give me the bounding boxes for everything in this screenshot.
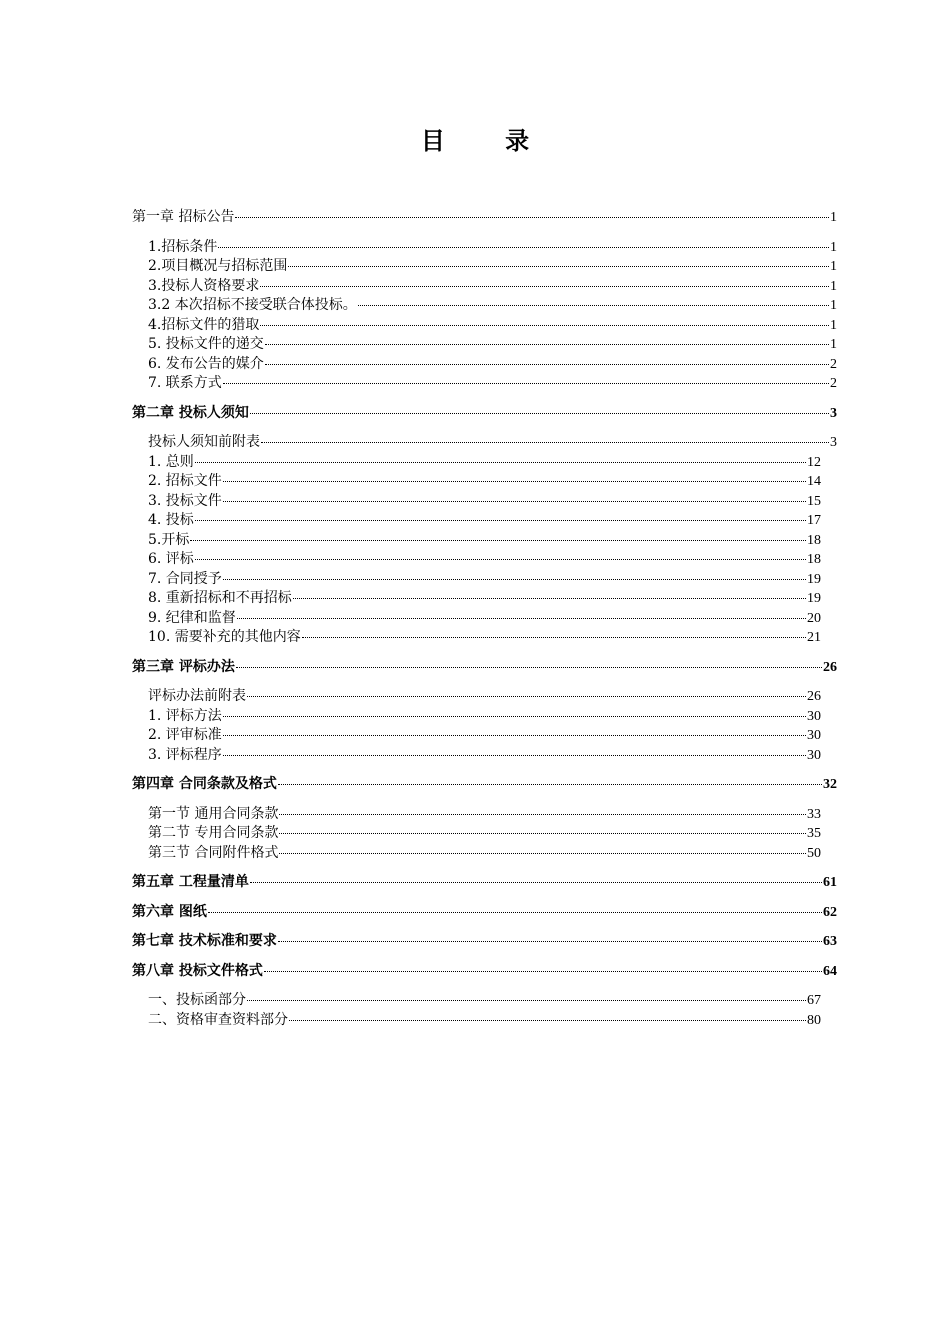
toc-section-entry[interactable]	[132, 628, 821, 648]
toc-page-number: 50	[807, 845, 821, 861]
dot-leader	[265, 364, 829, 365]
dot-leader	[279, 833, 806, 834]
dot-leader	[247, 1000, 806, 1001]
toc-section-entry[interactable]	[132, 746, 821, 766]
toc-entry-label: 投标人须知前附表	[148, 434, 260, 450]
toc-section-entry[interactable]	[132, 824, 821, 844]
toc-entry-label: 2. 评审标准	[148, 727, 222, 743]
toc-page-number: 2	[830, 356, 837, 372]
dot-leader	[195, 559, 806, 560]
toc-section-entry[interactable]	[132, 257, 837, 277]
dot-leader	[264, 971, 822, 972]
toc-section-entry[interactable]	[132, 550, 821, 570]
toc-chapter-entry[interactable]	[132, 903, 837, 923]
toc-page-number: 3	[830, 405, 837, 421]
toc-section-entry[interactable]	[132, 355, 837, 375]
toc-section-entry[interactable]	[132, 726, 821, 746]
dot-leader	[190, 540, 806, 541]
dot-leader	[223, 755, 806, 756]
toc-entry-label: 评标办法前附表	[148, 688, 246, 704]
toc-page-number: 63	[823, 934, 837, 949]
toc-chapter-entry[interactable]	[132, 873, 837, 893]
toc-entry-label: 第三章 评标办法	[132, 658, 235, 675]
toc-chapter-entry[interactable]	[132, 775, 837, 795]
dot-leader	[265, 344, 829, 345]
toc-section-entry[interactable]	[132, 805, 821, 825]
toc-chapter-entry[interactable]	[132, 962, 837, 982]
toc-entry-label: 3.投标人资格要求	[148, 277, 260, 294]
toc-entry-label: 9. 纪律和监督	[148, 609, 236, 626]
toc-page-number: 1	[830, 210, 837, 225]
toc-entry-label: 第三节 合同附件格式	[148, 844, 279, 861]
toc-entry-label: 二、资格审查资料部分	[148, 1011, 288, 1028]
toc-entry-label: 5.开标	[148, 531, 190, 548]
page-title: 目 录	[420, 126, 556, 155]
toc-entry-label: 第七章 技术标准和要求	[132, 933, 277, 949]
toc-chapter-entry[interactable]	[132, 208, 837, 228]
dot-leader	[279, 853, 806, 854]
toc-chapter-entry[interactable]	[132, 658, 837, 678]
toc-entry-label: 1. 总则	[148, 453, 194, 470]
toc-page-number: 21	[807, 630, 821, 645]
toc-page-number: 14	[807, 474, 821, 489]
toc-entry-label: 7. 合同授予	[148, 570, 222, 587]
dot-leader	[278, 941, 822, 942]
toc-page-number: 26	[823, 659, 837, 675]
toc-section-entry[interactable]	[132, 991, 821, 1011]
toc-entry-label: 7. 联系方式	[148, 375, 222, 391]
toc-section-entry[interactable]	[132, 472, 821, 492]
toc-chapter-entry[interactable]	[132, 932, 837, 952]
toc-entry-label: 第二章 投标人须知	[132, 404, 249, 421]
toc-page-number: 12	[807, 454, 821, 470]
dot-leader	[236, 667, 822, 668]
toc-entry-label: 3. 评标程序	[148, 746, 222, 763]
toc-page-number: 1	[830, 317, 837, 333]
toc-page-number: 1	[830, 259, 837, 274]
toc-page-number: 61	[823, 875, 837, 890]
toc-entry-label: 第一节 通用合同条款	[148, 805, 279, 822]
dot-leader	[279, 814, 806, 815]
toc-section-entry[interactable]	[132, 570, 821, 590]
toc-section-entry[interactable]	[132, 707, 821, 727]
dot-leader	[302, 637, 806, 638]
dot-leader	[218, 247, 829, 248]
dot-leader	[223, 501, 806, 502]
toc-page-number: 19	[807, 571, 821, 587]
dot-leader	[235, 217, 829, 218]
toc-page-number: 30	[807, 747, 821, 763]
toc-section-entry[interactable]	[132, 687, 821, 707]
toc-page-number: 67	[807, 993, 821, 1008]
toc-page-number: 19	[807, 591, 821, 606]
toc-section-entry[interactable]	[132, 433, 837, 453]
dot-leader	[247, 696, 806, 697]
toc-entry-label: 3.2 本次招标不接受联合体投标。	[148, 297, 357, 313]
toc-section-entry[interactable]	[132, 335, 837, 355]
toc-section-entry[interactable]	[132, 277, 837, 297]
toc-entry-label: 第五章 工程量清单	[132, 874, 249, 890]
toc-page-number: 33	[807, 806, 821, 822]
toc-page-number: 62	[823, 904, 837, 920]
toc-section-entry[interactable]	[132, 316, 837, 336]
dot-leader	[208, 912, 822, 913]
toc-entry-label: 第六章 图纸	[132, 903, 207, 920]
dot-leader	[223, 579, 806, 580]
toc-entry-label: 2. 招标文件	[148, 473, 222, 489]
toc-page-number: 18	[807, 552, 821, 567]
table-of-contents	[132, 208, 837, 1030]
toc-page-number: 80	[807, 1012, 821, 1028]
toc-page-number: 3	[830, 435, 837, 450]
toc-page-number: 20	[807, 610, 821, 626]
toc-entry-label: 4.招标文件的猎取	[148, 316, 260, 333]
toc-entry-label: 第二节 专用合同条款	[148, 825, 279, 841]
dot-leader	[293, 598, 806, 599]
toc-entry-label: 5. 投标文件的递交	[148, 336, 264, 352]
dot-leader	[195, 462, 806, 463]
dot-leader	[260, 325, 829, 326]
toc-section-entry[interactable]	[132, 374, 837, 394]
toc-page-number: 2	[830, 376, 837, 391]
toc-entry-label: 8. 重新招标和不再招标	[148, 590, 292, 606]
toc-page-number: 35	[807, 826, 821, 841]
toc-page-number: 15	[807, 493, 821, 509]
toc-section-entry[interactable]	[132, 589, 821, 609]
toc-section-entry[interactable]	[132, 844, 821, 864]
dot-leader	[260, 286, 829, 287]
toc-page-number: 1	[830, 278, 837, 294]
toc-entry-label: 一、投标函部分	[148, 992, 246, 1008]
toc-entry-label: 2.项目概况与招标范围	[148, 258, 288, 274]
dot-leader	[261, 442, 829, 443]
toc-entry-label: 1. 评标方法	[148, 707, 222, 724]
toc-page-number: 1	[830, 298, 837, 313]
toc-page-number: 30	[807, 708, 821, 724]
dot-leader	[278, 784, 822, 785]
dot-leader	[223, 716, 806, 717]
dot-leader	[358, 305, 829, 306]
toc-section-entry[interactable]	[132, 492, 821, 512]
toc-page-number: 18	[807, 532, 821, 548]
dot-leader	[223, 735, 806, 736]
dot-leader	[195, 520, 806, 521]
toc-section-entry[interactable]	[132, 238, 837, 258]
toc-entry-label: 10. 需要补充的其他内容	[148, 629, 301, 645]
toc-section-entry[interactable]	[132, 531, 821, 551]
toc-page-number: 1	[830, 239, 837, 255]
toc-section-entry[interactable]	[132, 511, 821, 531]
toc-entry-label: 第四章 合同条款及格式	[132, 776, 277, 792]
toc-page-number: 64	[823, 963, 837, 979]
toc-entry-label: 4. 投标	[148, 512, 194, 528]
toc-page-number: 17	[807, 513, 821, 528]
dot-leader	[223, 383, 829, 384]
toc-entry-label: 1.招标条件	[148, 238, 218, 255]
toc-page-number: 32	[823, 777, 837, 792]
dot-leader	[288, 266, 829, 267]
toc-entry-label: 6. 发布公告的媒介	[148, 355, 264, 372]
dot-leader	[237, 618, 806, 619]
toc-entry-label: 6. 评标	[148, 551, 194, 567]
dot-leader	[223, 481, 806, 482]
toc-entry-label: 第八章 投标文件格式	[132, 962, 263, 979]
toc-chapter-entry[interactable]	[132, 404, 837, 424]
toc-page-number: 30	[807, 728, 821, 743]
toc-section-entry[interactable]	[132, 1011, 821, 1031]
dot-leader	[250, 413, 829, 414]
toc-entry-label: 3. 投标文件	[148, 492, 222, 509]
dot-leader	[250, 882, 822, 883]
toc-section-entry[interactable]	[132, 296, 837, 316]
toc-section-entry[interactable]	[132, 453, 821, 473]
toc-page-number: 26	[807, 689, 821, 704]
dot-leader	[289, 1020, 806, 1021]
toc-entry-label: 第一章 招标公告	[132, 209, 235, 225]
toc-section-entry[interactable]	[132, 609, 821, 629]
toc-page-number: 1	[830, 337, 837, 352]
